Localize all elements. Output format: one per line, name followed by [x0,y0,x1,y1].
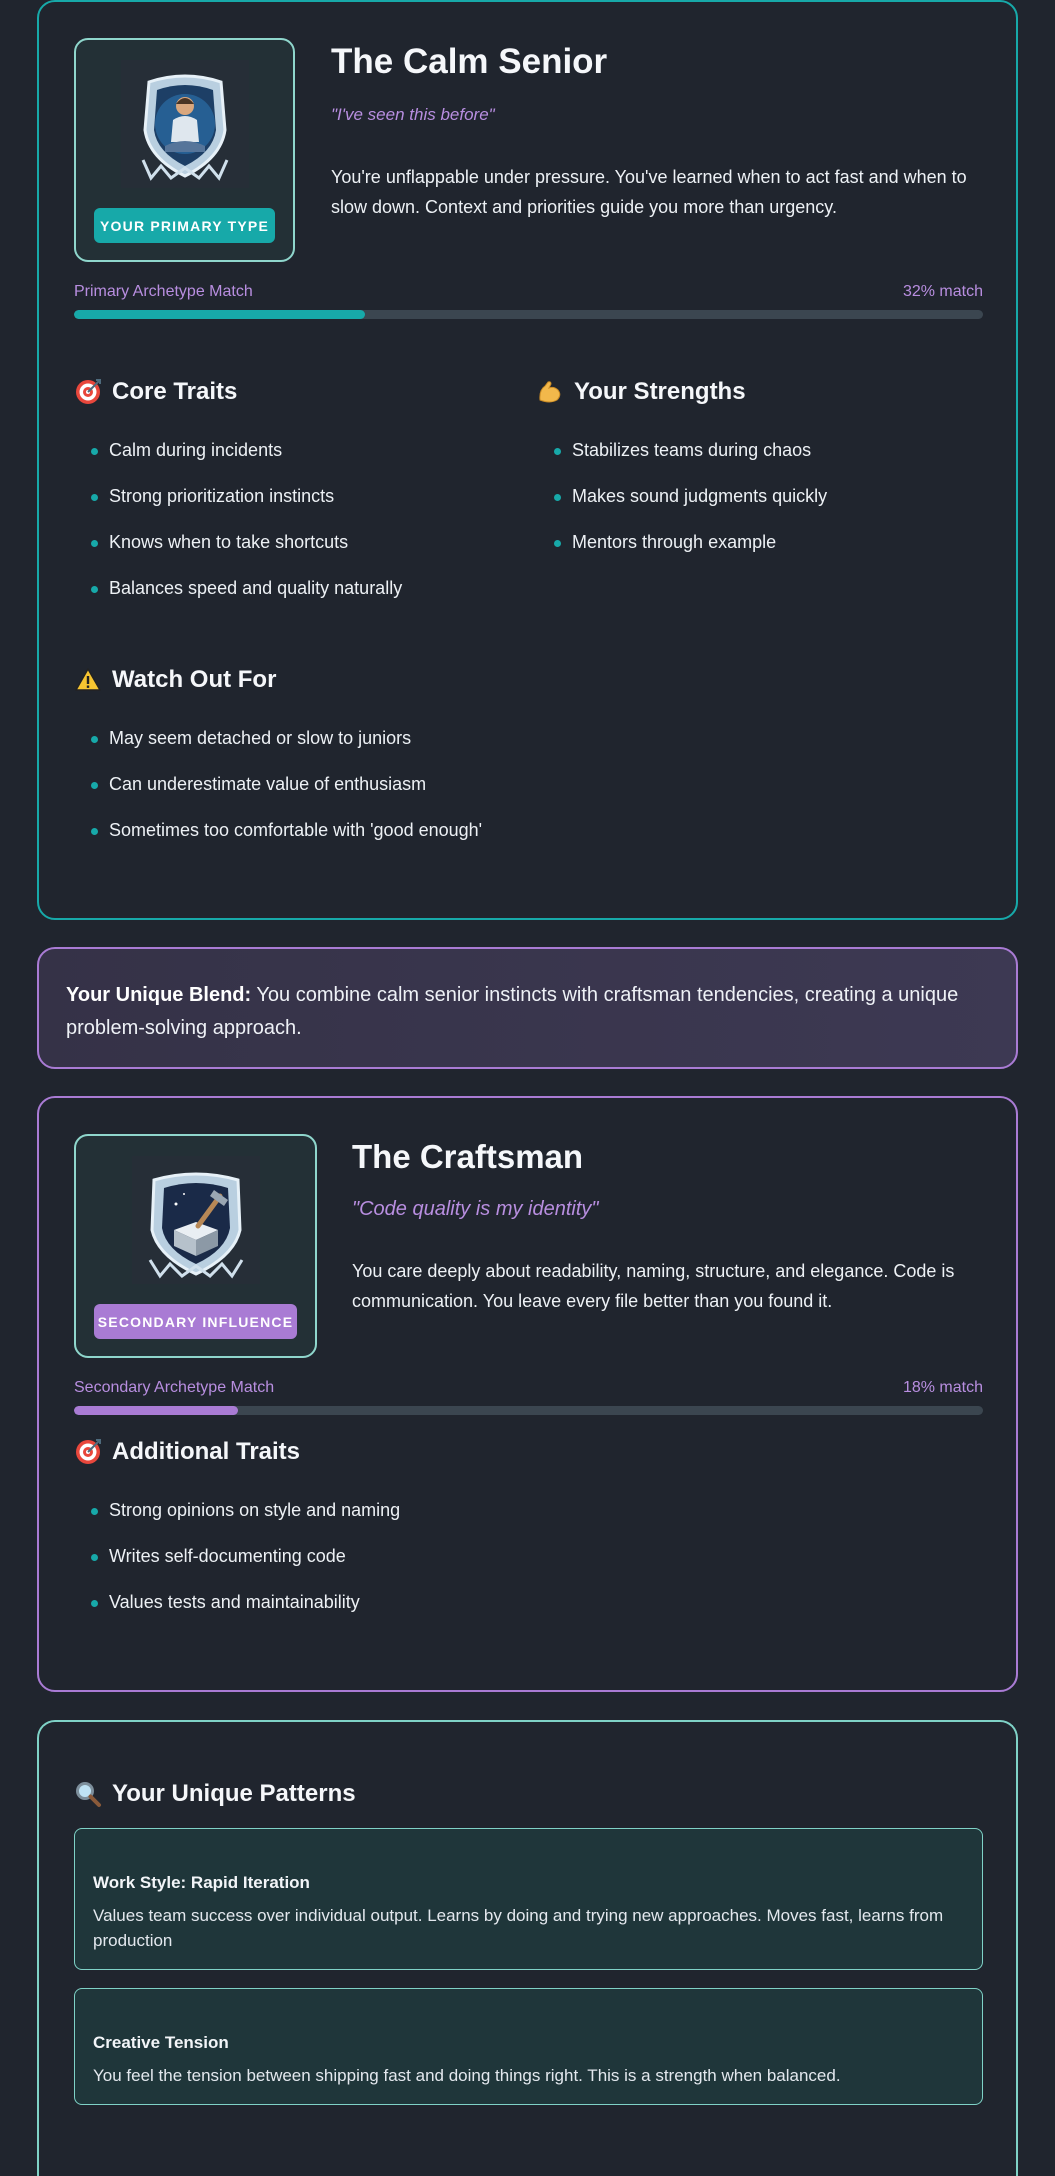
secondary-match-row [74,1379,983,1397]
watch-out-title: Watch Out For [112,666,277,693]
strengths-title: Your Strengths [574,378,746,405]
hammer-anvil-badge-icon [132,1156,260,1284]
secondary-archetype-card [37,1096,1018,1692]
target-icon [74,1438,102,1466]
unique-patterns-heading [74,1780,356,1808]
secondary-archetype-description: You care deeply about readability, naming, structure, and elegance. Code is communication. You leave every file better than you found it. [352,1261,955,1311]
unique-patterns-card [37,1720,1018,2176]
magnifying-glass-icon [74,1780,102,1808]
additional-traits-heading [74,1438,300,1466]
pattern-description: Values team success over individual output. Learns by doing and trying new approaches. Moves fast, learns from production [93,1906,944,1950]
secondary-influence-label: SECONDARY INFLUENCE [94,1304,297,1339]
pattern-description: You feel the tension between shipping fast and doing things right. This is a strength when balanced. [93,2066,841,2085]
list-item: Strong prioritization instincts [83,485,402,531]
list-item: Stabilizes teams during chaos [546,439,827,485]
secondary-match-bar-fill [74,1406,238,1415]
primary-match-row [74,283,983,301]
strengths-list [546,439,827,577]
primary-badge [74,38,295,262]
primary-match-bar [74,310,983,319]
unique-blend-label: Your Unique Blend: [66,984,252,1006]
pattern-title: Creative Tension [93,2033,229,2052]
primary-type-label: YOUR PRIMARY TYPE [94,208,275,243]
unique-blend-text [66,979,986,1045]
list-item: Sometimes too comfortable with 'good enough' [83,819,482,865]
list-item: Values tests and maintainability [83,1591,400,1637]
core-traits-list [83,439,402,623]
primary-archetype-card [37,0,1018,920]
pattern-card-creative-tension [74,1988,983,2105]
flexed-biceps-icon [536,378,564,406]
list-item: Makes sound judgments quickly [546,485,827,531]
strengths-heading [536,378,746,406]
unique-patterns-title: Your Unique Patterns [112,1780,356,1807]
list-item: Can underestimate value of enthusiasm [83,773,482,819]
primary-archetype-description: You're unflappable under pressure. You've learned when to act fast and when to slow down. Context and priorities guide you more than urgency. [331,167,967,217]
list-item: Writes self-documenting code [83,1545,400,1591]
secondary-match-bar [74,1406,983,1415]
secondary-archetype-title: The Craftsman [352,1138,584,1175]
list-item: May seem detached or slow to juniors [83,727,482,773]
list-item: Balances speed and quality naturally [83,577,402,623]
unique-blend-card [37,947,1018,1069]
meditating-person-badge-icon [121,60,249,188]
primary-match-percent: 32% match [902,283,983,300]
secondary-badge [74,1134,317,1358]
additional-traits-list [83,1499,400,1637]
warning-icon [74,666,102,694]
list-item: Knows when to take shortcuts [83,531,402,577]
list-item: Mentors through example [546,531,827,577]
target-icon [74,378,102,406]
watch-out-list [83,727,482,865]
pattern-title: Work Style: Rapid Iteration [93,1873,310,1892]
primary-match-label: Primary Archetype Match [74,283,253,300]
unique-blend-description: You combine calm senior instincts with craftsman tendencies, creating a unique problem-solving approach. [66,984,959,1039]
core-traits-heading [74,378,237,406]
list-item: Strong opinions on style and naming [83,1499,400,1545]
primary-archetype-title: The Calm Senior [331,42,608,81]
core-traits-title: Core Traits [112,378,238,405]
watch-out-heading [74,666,276,694]
primary-match-bar-fill [74,310,365,319]
secondary-match-percent: 18% match [902,1379,983,1396]
list-item: Calm during incidents [83,439,402,485]
primary-archetype-quote: "I've seen this before" [331,105,495,124]
secondary-match-label: Secondary Archetype Match [74,1379,275,1396]
secondary-archetype-quote: "Code quality is my identity" [352,1198,599,1220]
pattern-card-work-style [74,1828,983,1970]
additional-traits-title: Additional Traits [112,1438,301,1465]
